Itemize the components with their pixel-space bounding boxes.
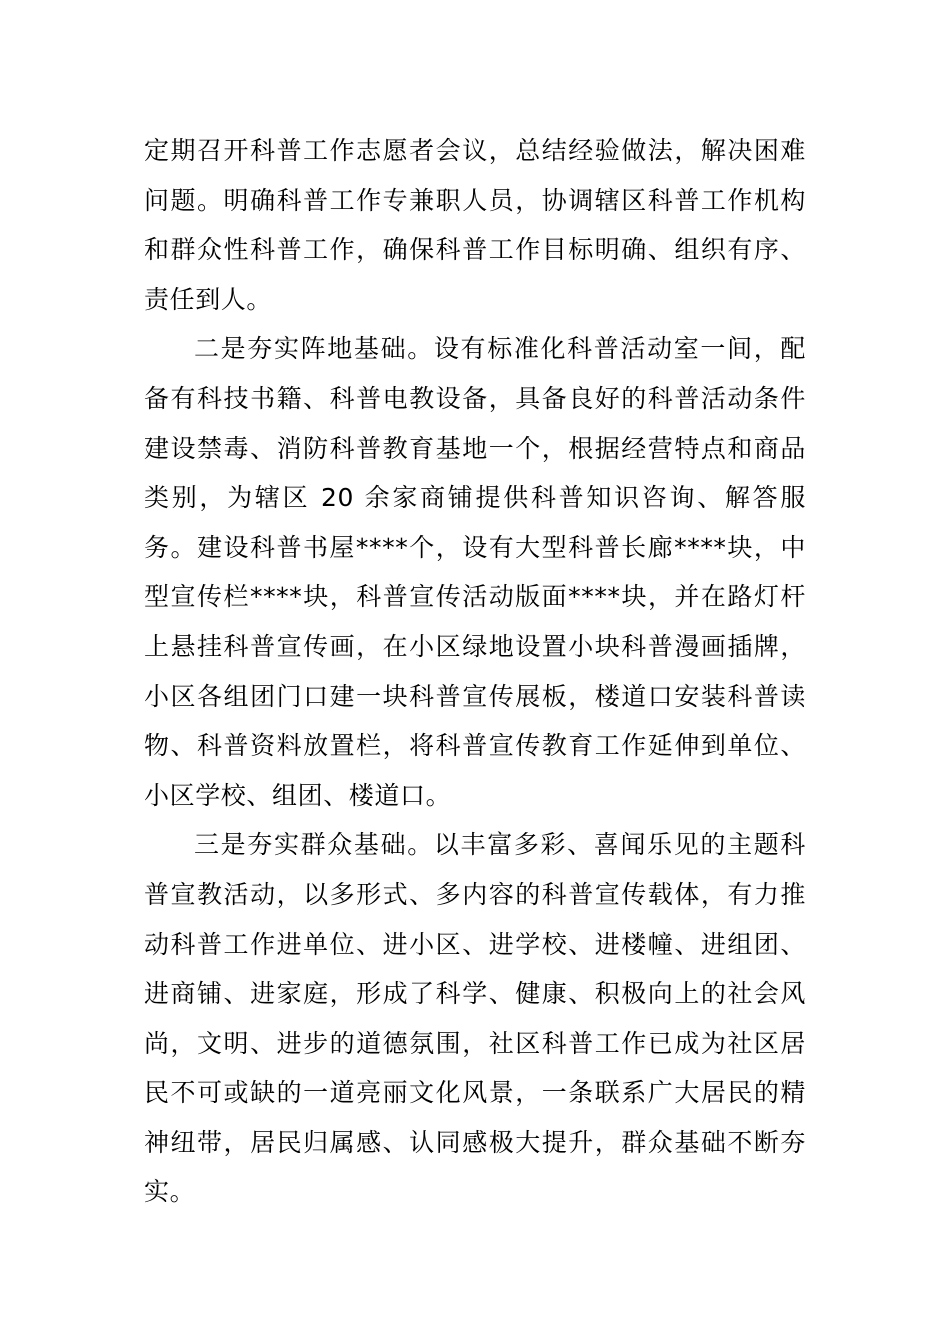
paragraph-3: 三是夯实群众基础。以丰富多彩、喜闻乐见的主题科普宣教活动，以多形式、多内容的科普宣传载体，有力推动科普工作进单位、进小区、进学校、进楼幢、进组团、进商铺、进家庭，形成了科学、健康、积极向上的社会风尚，文明、进步的道德氛围，社区科普工作已成为社区居民不可或缺的一道亮丽文化风景，一条联系广大居民的精神纽带，居民归属感、认同感极大提升，群众基础不断夯实。	[144, 830, 806, 1207]
paragraph-1: 定期召开科普工作志愿者会议，总结经验做法，解决困难问题。明确科普工作专兼职人员，协调辖区科普工作机构和群众性科普工作，确保科普工作目标明确、组织有序、责任到人。	[144, 136, 806, 314]
document-body	[144, 126, 806, 1217]
paragraph-2: 二是夯实阵地基础。设有标准化科普活动室一间，配备有科技书籍、科普电教设备，具备良好的科普活动条件建设禁毒、消防科普教育基地一个，根据经营特点和商品类别，为辖区 20 余家商铺提供科普知识咨询、解答服务。建设科普书屋****个，设有大型科普长廊****块，中型宣传栏****块，科普宣传活动版面****块，并在路灯杆上悬挂科普宣传画，在小区绿地设置小块科普漫画插牌，小区各组团门口建一块科普宣传展板，楼道口安装科普读物、科普资料放置栏，将科普宣传教育工作延伸到单位、小区学校、组团、楼道口。	[144, 334, 806, 810]
